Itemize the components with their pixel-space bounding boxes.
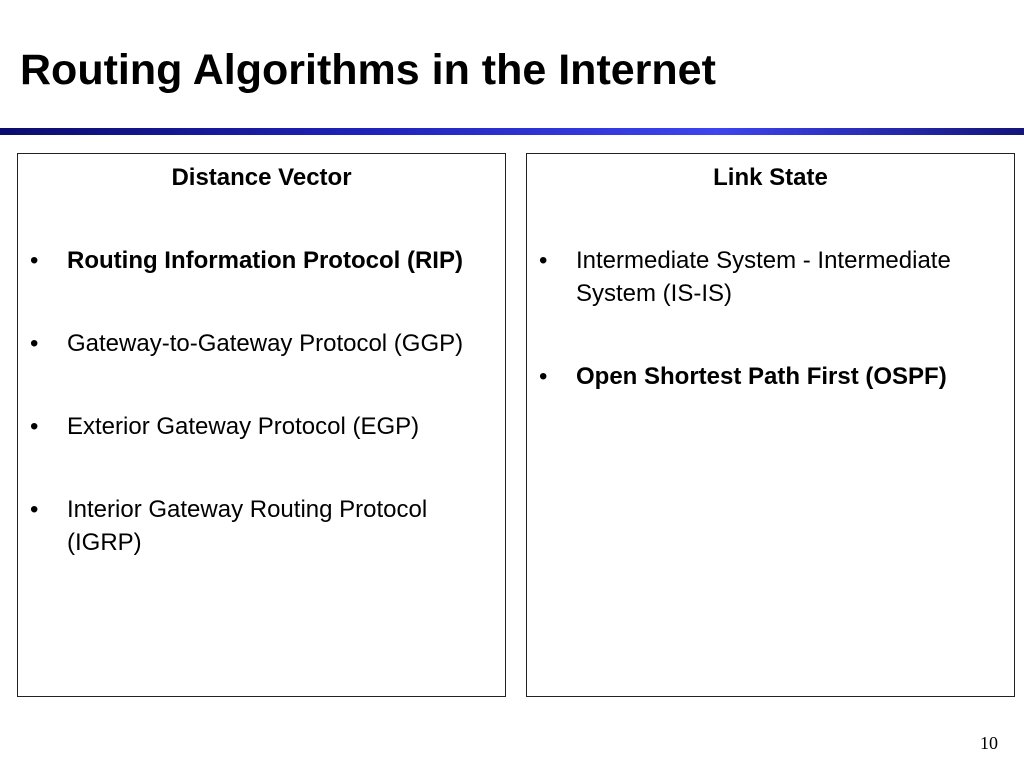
- distance-vector-list: [18, 244, 505, 609]
- page-number: 10: [980, 733, 998, 753]
- link-state-list: [527, 244, 1014, 443]
- bullet-icon: •: [30, 413, 39, 440]
- bullet-icon: •: [539, 247, 548, 274]
- list-item-egp: [18, 410, 505, 443]
- distance-vector-heading: Distance Vector: [171, 164, 352, 191]
- distance-vector-panel: [17, 153, 506, 697]
- list-item-text: Gateway-to-Gateway Protocol (GGP): [67, 330, 464, 357]
- bullet-icon: •: [30, 330, 39, 357]
- bullet-icon: •: [30, 496, 39, 523]
- list-item-igrp: [18, 493, 505, 559]
- list-item-is-is: [527, 244, 1014, 310]
- list-item-text: Open Shortest Path First (OSPF): [576, 363, 947, 390]
- list-item-ggp: [18, 327, 505, 360]
- bullet-icon: •: [30, 247, 39, 274]
- link-state-heading: Link State: [713, 164, 828, 191]
- title-divider: [0, 128, 1024, 135]
- list-item-text: Intermediate System - Intermediate System (IS-IS): [576, 247, 951, 307]
- list-item-text: Routing Information Protocol (RIP): [67, 247, 463, 274]
- bullet-icon: •: [539, 363, 548, 390]
- slide-title: Routing Algorithms in the Internet: [20, 46, 716, 94]
- list-item-text: Exterior Gateway Protocol (EGP): [67, 413, 420, 440]
- list-item-text: Interior Gateway Routing Protocol (IGRP): [67, 496, 428, 556]
- link-state-panel: [526, 153, 1015, 697]
- list-item-ospf: [527, 360, 1014, 393]
- list-item-rip: [18, 244, 505, 277]
